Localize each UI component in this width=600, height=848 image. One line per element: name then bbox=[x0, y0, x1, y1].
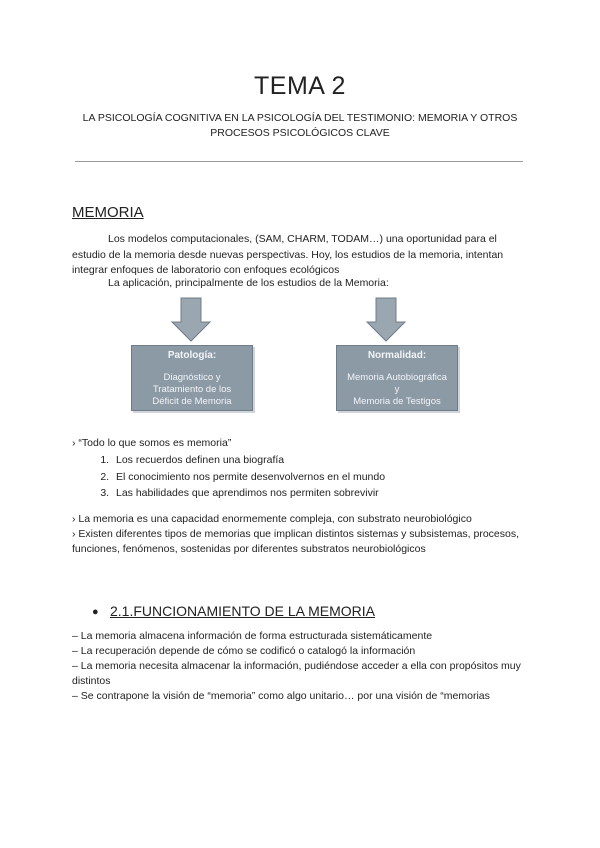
paragraph-line: › La memoria es una capacidad enormemente compleja, con substrato neurobiológico bbox=[72, 513, 472, 525]
divider bbox=[75, 161, 523, 162]
box-title: Patología: bbox=[167, 350, 217, 361]
numbered-list bbox=[100, 452, 385, 502]
list-item: 1. Los recuerdos definen una biografía bbox=[112, 452, 385, 469]
box-line: Diagnóstico y bbox=[163, 372, 221, 383]
quote-line: › “Todo lo que somos es memoria” bbox=[72, 437, 232, 449]
list-item: 3. Las habilidades que aprendimos nos permiten sobrevivir bbox=[112, 485, 385, 502]
box-title: Normalidad: bbox=[367, 350, 427, 361]
section-heading-text: 2.1.FUNCIONAMIENTO DE LA MEMORIA bbox=[110, 603, 376, 619]
box-body bbox=[132, 372, 252, 408]
list-item: 2. El conocimiento nos permite desenvolvernos en el mundo bbox=[112, 469, 385, 486]
section-heading-memoria: MEMORIA bbox=[72, 204, 144, 221]
diagram-box-normalidad bbox=[336, 345, 458, 411]
list-item: – Se contrapone la visión de “memoria” como algo unitario… por una visión de “memorias bbox=[72, 690, 490, 702]
box-line: Memoria de Testigos bbox=[353, 396, 441, 407]
paragraph-line: › Existen diferentes tipos de memorias que implican distintos sistemas y subsistemas, procesos, funciones, fenómenos, sostenidas por diferentes substratos neurobiológicos bbox=[72, 528, 520, 555]
bullet-icon: ● bbox=[92, 606, 99, 618]
box-line: Tratamiento de los bbox=[152, 384, 232, 395]
box-line: y bbox=[394, 384, 400, 395]
box-line: Déficit de Memoria bbox=[152, 396, 232, 407]
box-body bbox=[337, 372, 457, 408]
list-item: – La memoria almacena información de forma estructurada sistemáticamente bbox=[72, 630, 433, 642]
memory-paragraph bbox=[72, 512, 542, 557]
page-title: TEMA 2 bbox=[254, 72, 346, 100]
diagram-box-patologia bbox=[131, 345, 253, 411]
application-line: La aplicación, principalmente de los estudios de la Memoria: bbox=[108, 277, 389, 289]
section-heading-2-1 bbox=[92, 603, 375, 619]
box-line: Memoria Autobiográfica bbox=[347, 372, 447, 383]
functioning-list bbox=[72, 629, 542, 704]
list-item: – La recuperación depende de cómo se codificó o catalogó la información bbox=[72, 645, 416, 657]
down-arrow-left bbox=[172, 298, 210, 341]
page-subtitle: LA PSICOLOGÍA COGNITIVA EN LA PSICOLOGÍA DEL TESTIMONIO: MEMORIA Y OTROS PROCESOS PSICOLÓGICOS CLAVE bbox=[82, 112, 518, 139]
intro-paragraph bbox=[72, 232, 532, 279]
intro-text: Los modelos computacionales, (SAM, CHARM, TODAM…) una oportunidad para el estudio de la memoria desde nuevas perspectivas. Hoy, los estudios de la memoria, intentan integrar enfoques de laboratorio con enfoques ecológicos bbox=[72, 233, 504, 276]
list-item: – La memoria necesita almacenar la información, pudiéndose acceder a ella con propósitos muy distintos bbox=[72, 660, 521, 687]
down-arrow-right bbox=[367, 298, 405, 341]
